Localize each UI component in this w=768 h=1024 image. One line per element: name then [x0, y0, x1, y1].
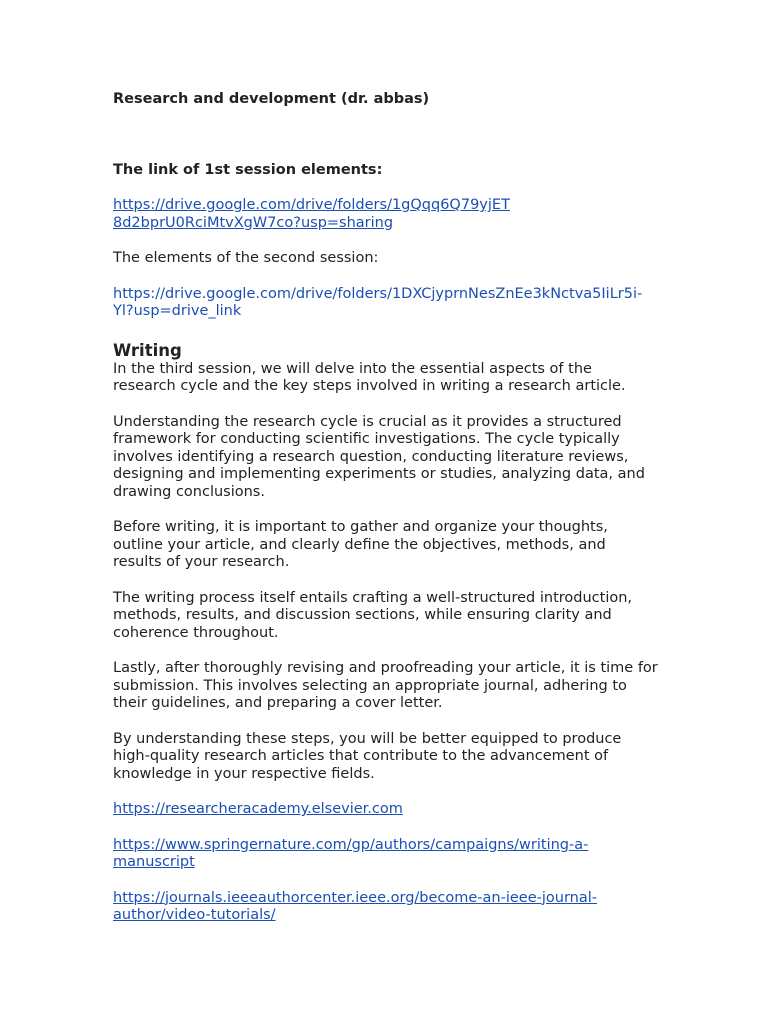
second-session-link-block	[113, 286, 658, 321]
resource-link-ieee[interactable]: https://journals.ieeeauthorcenter.ieee.org/become-an-ieee-journal-author/video-tutorials/	[113, 889, 598, 923]
paragraph-before-writing: Before writing, it is important to gather and organize your thoughts, outline your article, and clearly define the objectives, methods, and results of your research.	[113, 519, 608, 570]
paragraph-research-cycle: Understanding the research cycle is crucial as it provides a structured framework for conducting scientific investigations. The cycle typically involves identifying a research question, conducting literature reviews, designing and implementing experiments or studies, analyzing data, and drawing conclusions.	[113, 413, 645, 500]
first-session-heading: The link of 1st session elements:	[113, 161, 383, 178]
paragraph-submission: Lastly, after thoroughly revising and proofreading your article, it is time for submission. This involves selecting an appropriate journal, adhering to their guidelines, and preparing a cover letter.	[113, 660, 658, 711]
paragraph-writing-process: The writing process itself entails crafting a well-structured introduction, methods, results, and discussion sections, while ensuring clarity and coherence throughout.	[113, 589, 633, 641]
writing-heading: Writing	[113, 340, 182, 360]
document-page	[113, 91, 658, 925]
resource-link-block-elsevier	[113, 801, 658, 819]
first-session-link[interactable]: https://drive.google.com/drive/folders/1gQqq6Q79yjET8d2bprU0RciMtvXgW7co?usp=sharing	[113, 197, 510, 231]
paragraph-conclusion: By understanding these steps, you will be better equipped to produce high-quality research articles that contribute to the advancement of knowledge in your respective fields.	[113, 730, 622, 782]
document-title: Research and development (dr. abbas)	[113, 91, 430, 107]
resource-link-springer[interactable]: https://www.springernature.com/gp/authors/campaigns/writing-a-manuscript	[113, 836, 589, 870]
resource-link-block-ieee	[113, 890, 658, 925]
second-session-link[interactable]: https://drive.google.com/drive/folders/1DXCjyprnNesZnEe3kNctva5IiLr5i-Yl?usp=drive_link	[113, 285, 643, 319]
paragraph-intro: In the third session, we will delve into the essential aspects of the research cycle and the key steps involved in writing a research article.	[113, 360, 626, 394]
second-session-text: The elements of the second session:	[113, 250, 379, 266]
first-session-link-block	[113, 197, 658, 232]
resource-link-block-springer	[113, 837, 658, 872]
resource-link-elsevier[interactable]: https://researcheracademy.elsevier.com	[113, 801, 403, 817]
